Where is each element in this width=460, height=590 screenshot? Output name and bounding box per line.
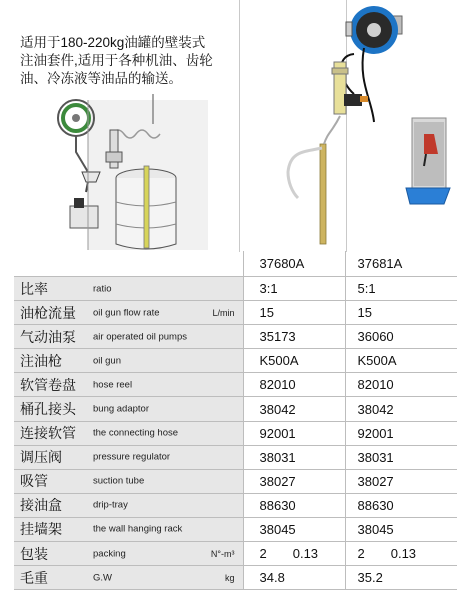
unit-label: kg	[224, 572, 235, 583]
value-37680a: 35173	[243, 325, 345, 349]
value-37681a: 38045	[345, 517, 457, 541]
row-label	[14, 469, 243, 493]
value-37681a: 35.2	[345, 566, 457, 590]
value-37680a: K500A	[243, 349, 345, 373]
hose-reel-icon	[346, 6, 402, 54]
table-row	[14, 445, 457, 469]
intro-line: 适用于180-220kg油罐的壁装式	[20, 35, 206, 50]
row-label	[14, 445, 243, 469]
intro-line: 油、冷冻液等油品的输送。	[20, 71, 182, 86]
value-37681a: 38027	[345, 469, 457, 493]
value-37680a: 38031	[243, 445, 345, 469]
row-label	[14, 301, 243, 325]
row-label	[14, 373, 243, 397]
value-37681a: 92001	[345, 421, 457, 445]
label-english: bung adaptor	[93, 403, 149, 415]
row-label	[14, 566, 243, 590]
table-row	[14, 325, 457, 349]
row-label	[14, 397, 243, 421]
label-english: air operated oil pumps	[93, 331, 187, 343]
label-english: pressure regulator	[93, 451, 171, 463]
oil-drum-icon	[116, 166, 176, 249]
value-37681a: 15	[345, 301, 457, 325]
table-row	[14, 397, 457, 421]
label-chinese: 比率	[20, 280, 48, 297]
spec-table	[14, 251, 457, 590]
value-37680a: 3:1	[243, 277, 345, 301]
suction-tube	[320, 144, 326, 244]
label-english: drip-tray	[93, 499, 128, 511]
table-row	[14, 493, 457, 517]
value-37680a: 34.8	[243, 566, 345, 590]
value-37681a: 38031	[345, 445, 457, 469]
table-header-row	[14, 251, 457, 277]
row-label	[14, 493, 243, 517]
row-label	[14, 325, 243, 349]
connecting-hose	[288, 148, 322, 198]
label-chinese: 挂墙架	[20, 521, 62, 538]
label-english: oil gun flow rate	[93, 307, 160, 319]
table-row	[14, 421, 457, 445]
value-37681a: 5:1	[345, 277, 457, 301]
package-volume: 0.13	[390, 546, 417, 562]
row-label	[14, 277, 243, 301]
value-37680a: 92001	[243, 421, 345, 445]
table-row	[14, 469, 457, 493]
label-chinese: 包装	[20, 545, 48, 562]
table-row	[14, 349, 457, 373]
table-row	[14, 301, 457, 325]
value-37681a: K500A	[345, 349, 457, 373]
model-37681a-header: 37681A	[345, 251, 457, 277]
row-label	[14, 349, 243, 373]
value-37680a: 88630	[243, 493, 345, 517]
product-photo	[262, 2, 458, 246]
unit-label: N°-m³	[210, 548, 235, 559]
output-hose	[363, 48, 374, 122]
label-english: the wall hanging rack	[93, 523, 183, 535]
header-blank	[14, 251, 243, 277]
label-chinese: 油枪流量	[20, 304, 76, 321]
value-37681a: 38042	[345, 397, 457, 421]
package-volume: 0.13	[292, 546, 319, 562]
value-37681a	[345, 542, 457, 566]
value-37680a: 82010	[243, 373, 345, 397]
value-37680a: 38042	[243, 397, 345, 421]
label-chinese: 气动油泵	[20, 328, 76, 345]
table-row	[14, 542, 457, 566]
value-37681a: 82010	[345, 373, 457, 397]
table-row	[14, 517, 457, 541]
label-english: oil gun	[93, 355, 121, 367]
row-label	[14, 542, 243, 566]
label-chinese: 毛重	[20, 569, 48, 586]
package-count: 2	[259, 546, 267, 562]
table-row	[14, 373, 457, 397]
label-chinese: 调压阀	[20, 449, 62, 466]
label-chinese: 连接软管	[20, 425, 76, 442]
value-37680a	[243, 542, 345, 566]
drip-tray-icon	[406, 118, 450, 204]
row-label	[14, 517, 243, 541]
label-english: G.W	[93, 572, 112, 584]
value-37681a: 88630	[345, 493, 457, 517]
intro-line: 注油套件,适用于各种机油、齿轮	[20, 53, 213, 68]
intro-text	[20, 34, 250, 88]
label-english: the connecting hose	[93, 427, 179, 439]
model-37680a-header: 37680A	[243, 251, 345, 277]
label-english: hose reel	[93, 379, 133, 391]
table-row	[14, 566, 457, 590]
unit-label: L/min	[212, 307, 235, 318]
value-37680a: 38045	[243, 517, 345, 541]
hose-reel-icon	[58, 100, 94, 136]
value-37680a: 15	[243, 301, 345, 325]
label-english: packing	[93, 548, 126, 560]
value-37681a: 36060	[345, 325, 457, 349]
value-37680a: 38027	[243, 469, 345, 493]
row-label	[14, 421, 243, 445]
label-english: ratio	[93, 283, 112, 295]
wall-mounted-kit-drawing	[18, 94, 232, 256]
label-chinese: 桶孔接头	[20, 401, 76, 418]
label-chinese: 注油枪	[20, 352, 62, 369]
package-count: 2	[357, 546, 365, 562]
label-chinese: 吸管	[20, 473, 48, 490]
label-chinese: 接油盒	[20, 497, 62, 514]
table-row	[14, 277, 457, 301]
label-english: suction tube	[93, 475, 145, 487]
label-chinese: 软管卷盘	[20, 376, 76, 393]
